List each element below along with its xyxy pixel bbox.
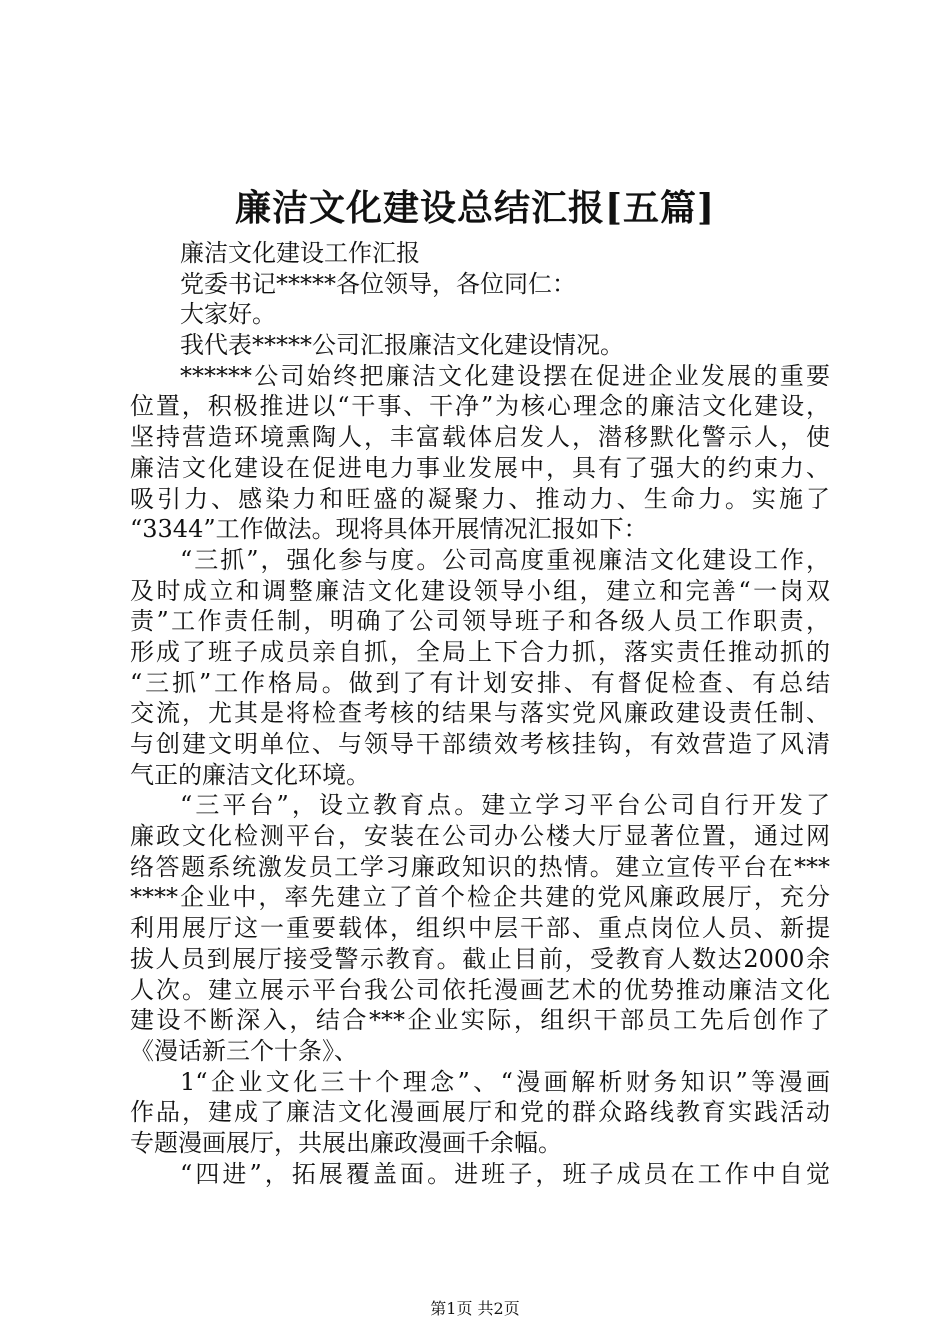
body-line: 人次。建立展示平台我公司依托漫画艺术的优势推动廉洁文化: [130, 975, 830, 1004]
body-line: 利用展厅这一重要载体，组织中层干部、重点岗位人员、新提: [130, 914, 830, 943]
body-line: 责”工作责任制，明确了公司领导班子和各级人员工作职责，: [130, 607, 830, 636]
body-line: 络答题系统激发员工学习廉政知识的热情。建立宣传平台在***: [130, 852, 830, 881]
body-line: 专题漫画展厅，共展出廉政漫画千余幅。: [130, 1128, 562, 1157]
body-line: 拔人员到展厅接受警示教育。截止目前，受教育人数达2000余: [130, 944, 830, 973]
body-line: 大家好。: [180, 300, 276, 329]
body-line: 气正的廉洁文化环境。: [130, 760, 370, 789]
body-line: “三平台”，设立教育点。建立学习平台公司自行开发了: [180, 791, 830, 820]
body-line: 交流，尤其是将检查考核的结果与落实党风廉政建设责任制、: [130, 699, 830, 728]
body-line: ******公司始终把廉洁文化建设摆在促进企业发展的重要: [180, 361, 830, 390]
body-line: 吸引力、感染力和旺盛的凝聚力、推动力、生命力。实施了: [130, 484, 830, 513]
body-line: “3344”工作做法。现将具体开展情况汇报如下：: [130, 515, 648, 544]
body-line: 作品，建成了廉洁文化漫画展厅和党的群众路线教育实践活动: [130, 1098, 830, 1127]
body-line: 1“企业文化三十个理念”、“漫画解析财务知识”等漫画: [180, 1067, 830, 1096]
body-line: 《漫话新三个十条》、: [130, 1036, 358, 1065]
body-line: 坚持营造环境熏陶人，丰富载体启发人，潜移默化警示人，使: [130, 423, 830, 452]
document-body: [130, 238, 830, 1189]
body-line: 位置，积极推进以“干事、干净”为核心理念的廉洁文化建设，: [130, 392, 830, 421]
document-title: 廉洁文化建设总结汇报[五篇]: [234, 187, 716, 229]
body-line: 与创建文明单位、与领导干部绩效考核挂钩，有效营造了风清: [130, 730, 830, 758]
body-line: 党委书记*****各位领导，各位同仁：: [180, 269, 576, 298]
body-line: “四进”，拓展覆盖面。进班子，班子成员在工作中自觉: [180, 1159, 830, 1188]
page-footer: 第1页 共2页: [430, 1299, 520, 1318]
body-line: 我代表*****公司汇报廉洁文化建设情况。: [180, 331, 624, 360]
body-line: 廉政文化检测平台，安装在公司办公楼大厅显著位置，通过网: [130, 822, 830, 851]
body-line: 及时成立和调整廉洁文化建设领导小组，建立和完善“一岗双: [130, 576, 830, 605]
body-line: “三抓”工作格局。做到了有计划安排、有督促检查、有总结: [130, 668, 830, 697]
body-line: 形成了班子成员亲自抓，全局上下合力抓，落实责任推动抓的: [130, 637, 830, 666]
body-line: 廉洁文化建设工作汇报: [180, 239, 420, 267]
body-line: 建设不断深入，结合***企业实际，组织干部员工先后创作了: [130, 1006, 830, 1035]
body-line: 廉洁文化建设在促进电力事业发展中，具有了强大的约束力、: [130, 453, 830, 482]
body-line: “三抓”，强化参与度。公司高度重视廉洁文化建设工作，: [180, 545, 830, 574]
body-line: ****企业中，率先建立了首个检企共建的党风廉政展厅，充分: [130, 883, 830, 912]
